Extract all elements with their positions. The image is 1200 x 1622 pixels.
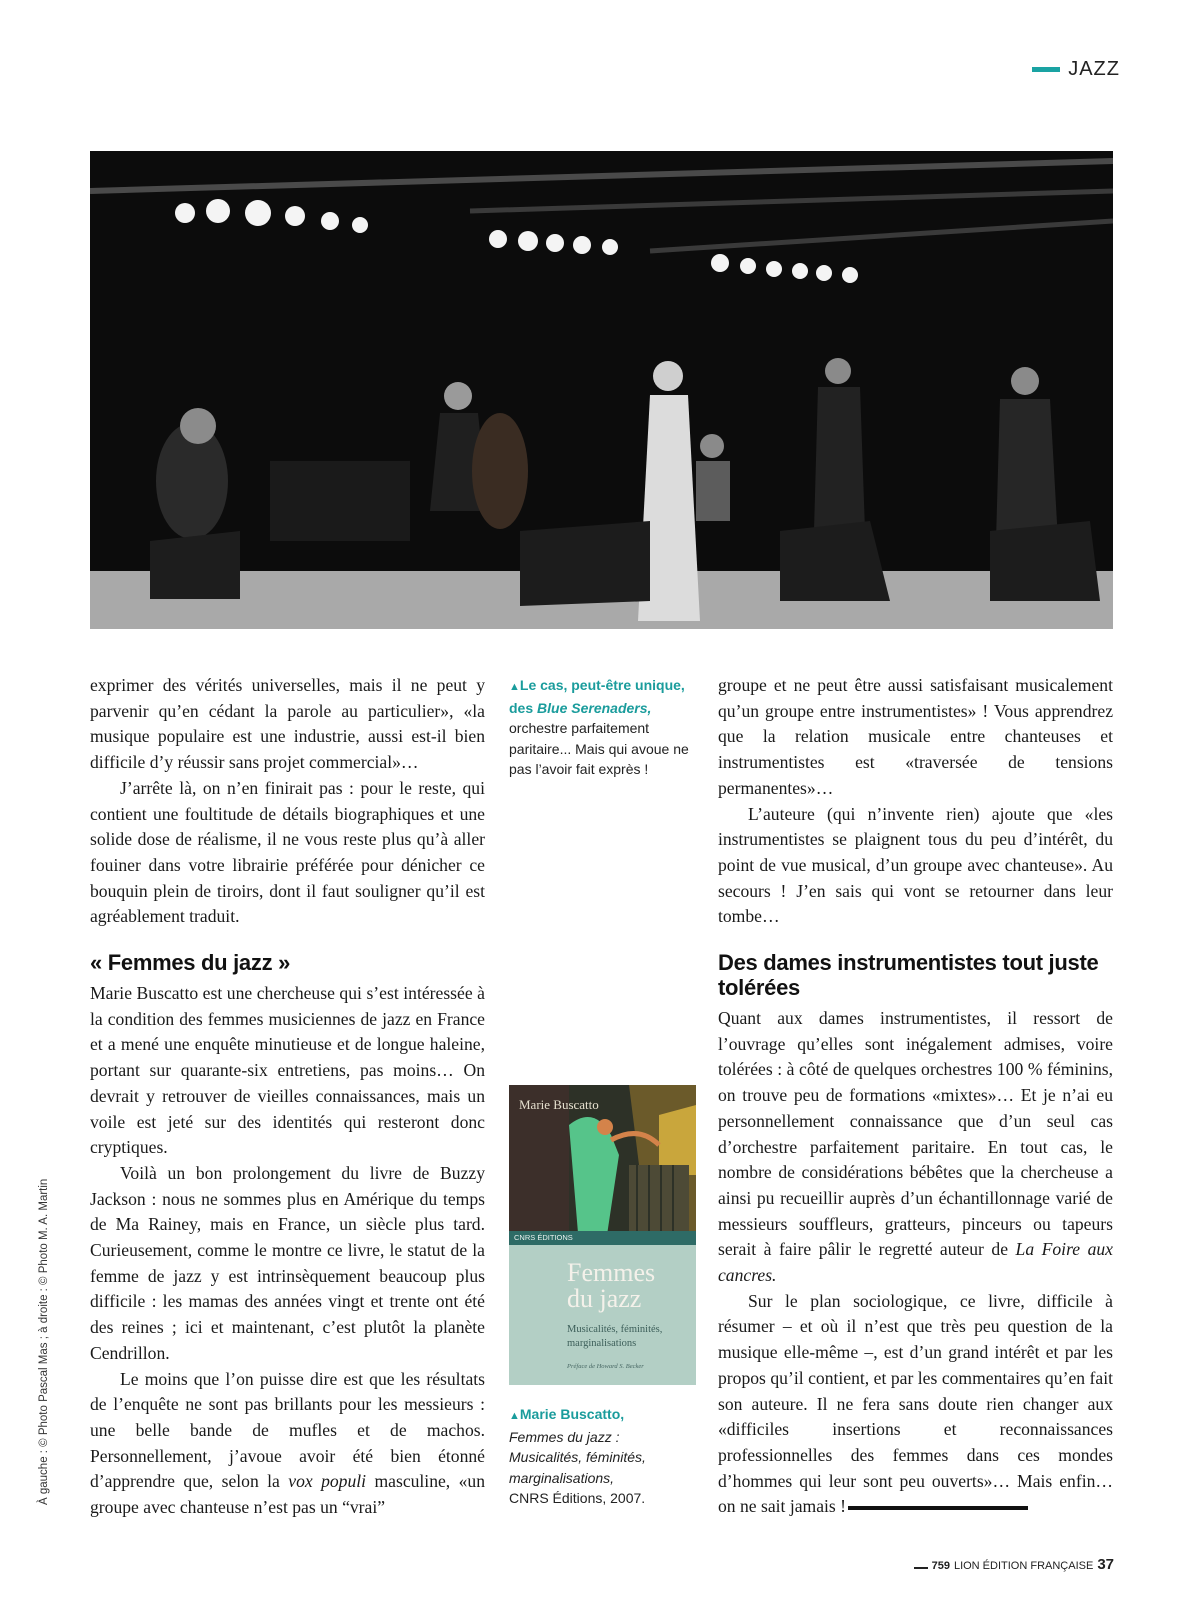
- page-footer: [914, 1556, 1114, 1573]
- book-caption: [509, 1404, 689, 1509]
- paragraph: [718, 1289, 1113, 1520]
- text-run: Quant aux dames instrumentistes, il ressort de l’ouvrage qu’elles sont inégalement admises, voire tolérées : à côté de quelques orchestres 100 % féminins, on trouve peu de formations «mixtes»… Et je n’ai eu personnellement connaissance que d’un seul cas d’orchestre parfaitement paritaire. En tout cas, le nombre de considérations bébêtes que la chercheuse a ainsi pu recueillir auprès d’un échantillonnage varié de messieurs souffleurs, gratteurs, pinceurs ou tapeurs serait à faire pâlir le regretté auteur de: [718, 1008, 1113, 1260]
- paragraph: [90, 1367, 485, 1521]
- text-run: masculine, «un groupe avec chanteuse n’est pas un “vrai”: [90, 1471, 485, 1518]
- page-number: 37: [1097, 1556, 1114, 1573]
- caption-italic: Femmes du jazz : Musicalités, féminités, marginalisations,: [509, 1428, 646, 1486]
- text-run: Le moins que l’on puisse dire est que les résultats de l’enquête ne sont pas brillants pour les messieurs : une belle bande de mufles et de machos. Personnellement, j’avoue avoir été bien étonné d’apprendre que, selon la: [90, 1368, 485, 1492]
- paragraph: L’auteure (qui n’invente rien) ajoute que «les instrumentistes se plaignent tous du peu d’intérêt, du point de vue musical, d’un groupe avec chanteuse». Au secours ! J’en sais qui vont se retourner dans leur tombe…: [718, 803, 1113, 927]
- section-label: [1032, 58, 1120, 81]
- italic-text: vox populi: [288, 1471, 367, 1492]
- photo-caption: [509, 675, 689, 780]
- concert-photo: [90, 151, 1113, 629]
- book-title-line: Femmes: [567, 1258, 656, 1287]
- book-cover: [509, 1085, 696, 1385]
- book-title: [567, 1260, 655, 1312]
- paragraph: [718, 1006, 1113, 1289]
- paragraph: exprimer des vérités universelles, mais il ne peut y parvenir qu’en cédant la parole au particulier», «la musique populaire est une industrie, aussi est-il bien difficile d’y réussir sans projet commercial»…: [90, 675, 485, 773]
- caption-italic: Blue Serenaders,: [537, 699, 652, 716]
- book-subtitle-line: marginalisations: [567, 1338, 637, 1349]
- section-title: JAZZ: [1068, 58, 1120, 80]
- text-run: Sur le plan sociologique, ce livre, difficile à résumer – et où il n’est que très peu question de la musique elle-même –, est d’un grand intérêt et par les propos qu’il contient, et par les commentaires qu’en fait son auteure. Il ne fera sans doute rien changer aux «difficiles insertions et reconnaissances professionnelles des femmes dans ces mondes d’hommes qui leur sont peu ouverts»… Mais enfin… on ne sait jamais !: [718, 1290, 1113, 1517]
- book-preface: Préface de Howard S. Becker: [567, 1363, 644, 1370]
- caption-bold: Marie Buscatto,: [519, 1406, 625, 1422]
- heading-dames-instrumentistes: Des dames instrumentistes tout juste tolérées: [718, 950, 1099, 1001]
- issue-number: 759: [931, 1560, 950, 1572]
- photo-credit: À gauche : © Photo Pascal Mas ; à droite : © Photo M. A. Martin: [38, 1178, 50, 1505]
- caption-bold: Le cas, peut-être unique, des: [509, 677, 685, 716]
- book-subtitle-line: Musicalités, féminités,: [567, 1324, 663, 1335]
- end-mark: [848, 1506, 1028, 1510]
- column-right: [718, 673, 1113, 1520]
- book-publisher: CNRS ÉDITIONS: [509, 1231, 696, 1245]
- triangle-icon: ▲: [509, 1410, 520, 1422]
- book-title-line: du jazz: [567, 1284, 642, 1313]
- magazine-name: LION ÉDITION FRANÇAISE: [953, 1560, 1094, 1572]
- caption-text: CNRS Éditions, 2007.: [509, 1490, 646, 1506]
- heading-femmes-du-jazz: « Femmes du jazz »: [90, 950, 291, 976]
- caption-text: orchestre parfaitement paritaire... Mais qui avoue ne pas l’avoir fait exprès !: [509, 720, 689, 777]
- paragraph: Marie Buscatto est une chercheuse qui s’est intéressée à la condition des femmes musiciennes de jazz en France et a mené une enquête minutieuse et de longue haleine, portant sur quarante-six entretiens, pas moins… On devrait y retrouver de vieilles connaissances, mais un voile est jeté sur des identités qui resteront donc cryptiques.: [90, 983, 485, 1158]
- paragraph: Voilà un bon prolongement du livre de Buzzy Jackson : nous ne sommes plus en Amérique du temps de Ma Rainey, mais en France, un siècle plus tard. Curieusement, comme le montre ce livre, le statut de la femme de jazz y est intrinsèquement beaucoup plus difficile : les mamas des années vingt et trente ont été des reines ; ici et maintenant, c’est plutôt la planète Cendrillon.: [90, 1162, 485, 1363]
- footer-bar: [914, 1567, 928, 1569]
- book-author: Marie Buscatto: [519, 1097, 599, 1112]
- section-accent-bar: [1032, 67, 1060, 72]
- book-subtitle: [567, 1323, 662, 1351]
- paragraph: groupe et ne peut être aussi satisfaisant musicalement qu’un groupe entre instrumentistes» ! Vous apprendrez que la relation musicale entre chanteuses et instrumentistes est «traversée de tensions permanentes»…: [718, 675, 1113, 798]
- column-left: [90, 673, 485, 1521]
- triangle-icon: ▲: [509, 681, 520, 693]
- paragraph: J’arrête là, on n’en finirait pas : pour le reste, qui contient une foultitude de détails biographiques et une solide dose de réalisme, il ne vous reste plus qu’à aller fouiner dans votre librairie préférée pour dénicher ce bouquin plein de tiroirs, dont il faut souligner qu’il est agréablement traduit.: [90, 777, 485, 927]
- italic-text: La Foire aux cancres.: [718, 1239, 1113, 1286]
